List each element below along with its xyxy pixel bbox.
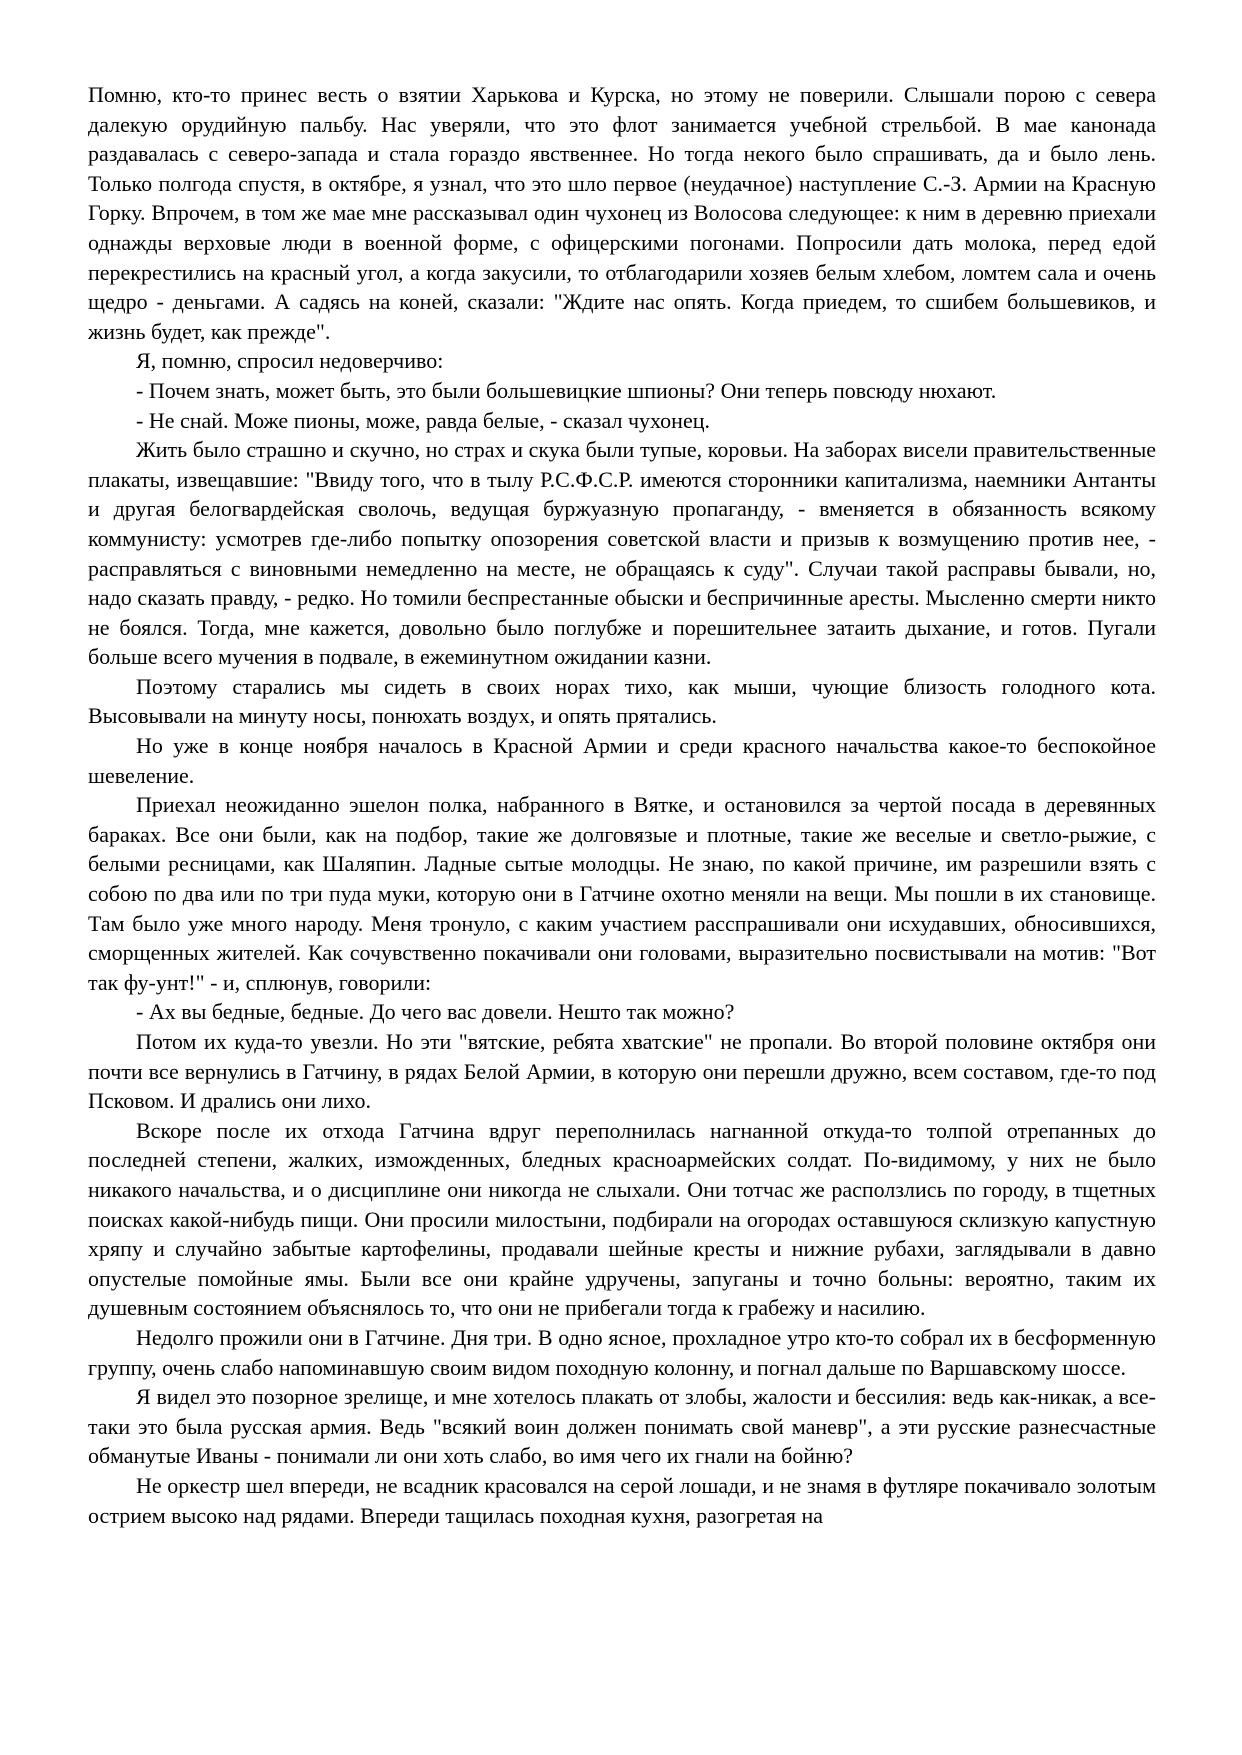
paragraph: Приехал неожиданно эшелон полка, набранного в Вятке, и остановился за чертой посада в деревянных бараках. Все они были, как на подбор, такие же долговязые и плотные, такие же веселые и светло-рыжие, с белыми ресницами, как Шаляпин. Ладные сытые молодцы. Не знаю, по какой причине, им разрешили взять с собою по два или по три пуда муки, которую они в Гатчине охотно меняли на вещи. Мы пошли в их становище. Там было уже много народу. Меня тронуло, с каким участием расспрашивали они исхудавших, обносившихся, сморщенных жителей. Как сочувственно покачивали они головами, выразительно посвистывали на мотив: "Вот так фу-унт!" - и, сплюнув, говорили: — [88, 792, 1156, 995]
paragraph: Недолго прожили они в Гатчине. Дня три. В одно ясное, прохладное утро кто-то собрал их в бесформенную группу, очень слабо напоминавшую своим видом походную колонну, и погнал дальше по Варшавскому шоссе. — [88, 1324, 1156, 1380]
paragraph: Я, помню, спросил недоверчиво: — [136, 348, 444, 374]
paragraph: Я видел это позорное зрелище, и мне хотелось плакать от злобы, жалости и бессилия: ведь как-никак, а все-таки это была русская армия. Ведь "всякий воин должен понимать свой маневр", а эти русские разнесчастные обманутые Иваны - понимали ли они хоть слабо, во имя чего их гнали на бойню? — [88, 1384, 1156, 1469]
document-page — [88, 80, 1156, 1530]
paragraph: Вскоре после их отхода Гатчина вдруг переполнилась нагнанной откуда-то толпой отрепанных до последней степени, жалких, изможденных, бледных красноармейских солдат. По-видимому, у них не было никакого начальства, и о дисциплине они никогда не слыхали. Они тотчас же расползлись по городу, в тщетных поисках какой-нибудь пищи. Они просили милостыни, подбирали на огородах оставшуюся склизкую капустную хряпу и случайно забытые картофелины, продавали шейные кресты и нижние рубахи, заглядывали в давно опустелые помойные ямы. Были все они крайне удручены, запуганы и точно больны: вероятно, таким их душевным состоянием объяснялось то, что они не прибегали тогда к грабежу и насилию. — [88, 1117, 1156, 1321]
paragraph: Потом их куда-то увезли. Но эти "вятские, ребята хватские" не пропали. Во второй половине октября они почти все вернулись в Гатчину, в рядах Белой Армии, в которую они перешли дружно, всем составом, где-то под Псковом. И дрались они лихо. — [88, 1029, 1156, 1114]
paragraph: Не оркестр шел впереди, не всадник красовался на серой лошади, и не знамя в футляре покачивало золотым острием высоко над рядами. Впереди тащилась походная кухня, разогретая на — [88, 1472, 1156, 1528]
paragraph: - Почем знать, может быть, это были большевицкие шпионы? Они теперь повсюду нюхают. — [136, 377, 997, 403]
paragraph: Помню, кто-то принес весть о взятии Харькова и Курска, но этому не поверили. Слышали порою с севера далекую орудийную пальбу. Нас уверяли, что это флот занимается учебной стрельбой. В мае канонада раздавалась с северо-запада и стала гораздо явственнее. Но тогда некого было спрашивать, да и было лень. Только полгода спустя, в октябре, я узнал, что это шло первое (неудачное) наступление С.-З. Армии на Красную Горку. Впрочем, в том же мае мне рассказывал один чухонец из Волосова следующее: к ним в деревню приехали однажды верховые люди в военной форме, с офицерскими погонами. Попросили дать молока, перед едой перекрестились на красный угол, а когда закусили, то отблагодарили хозяев белым хлебом, ломтем сала и очень щедро - деньгами. А садясь на коней, сказали: "Ждите нас опять. Когда приедем, то сшибем большевиков, и жизнь будет, как прежде". — [88, 82, 1156, 344]
paragraph: - Ах вы бедные, бедные. До чего вас довели. Нешто так можно? — [136, 999, 735, 1025]
paragraph: Жить было страшно и скучно, но страх и скука были тупые, коровьи. На заборах висели правительственные плакаты, извещавшие: "Ввиду того, что в тылу Р.С.Ф.С.Р. имеются сторонники капитализма, наемники Антанты и другая белогвардейская сволочь, ведущая буржуазную пропаганду, - вменяется в обязанность всякому коммунисту: усмотрев где-либо попытку опозорения советской власти и призыв к возмущению против нее, - расправляться с виновными немедленно на месте, не обращаясь к суду". Случаи такой расправы бывали, но, надо сказать правду, - редко. Но томили беспрестанные обыски и беспричинные аресты. Мысленно смерти никто не боялся. Тогда, мне кажется, довольно было поглубже и порешительнее затаить дыхание, и готов. Пугали больше всего мучения в подвале, в ежеминутном ожидании казни. — [88, 437, 1156, 670]
paragraph: - Не снай. Може пионы, може, равда белые, - сказал чухонец. — [136, 407, 710, 433]
paragraph: Поэтому старались мы сидеть в своих норах тихо, как мыши, чующие близость голодного кота. Высовывали на минуту носы, понюхать воздух, и опять прятались. — [88, 673, 1156, 729]
paragraph: Но уже в конце ноября началось в Красной Армии и среди красного начальства какое-то беспокойное шевеление. — [88, 733, 1156, 788]
